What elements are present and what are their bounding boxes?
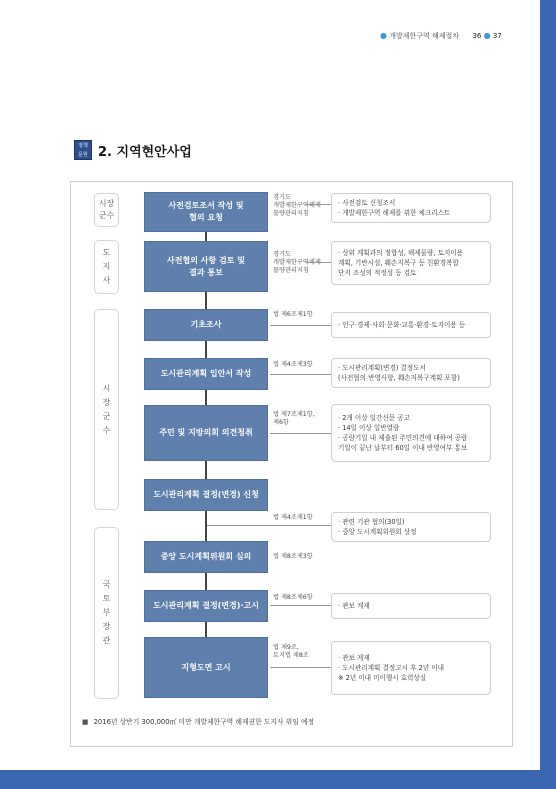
note-line: · 도시관리계획 결정고시 후 2년 이내 [338, 664, 444, 672]
step-label-line: 지형도면 고시 [181, 662, 231, 672]
step-label-line: 사전검토조서 작성 및 [168, 201, 244, 210]
lane-label-line: 토 [102, 594, 111, 603]
lane-city-mayor-1 [94, 193, 119, 227]
note-line: · 관보 게재 [338, 602, 370, 610]
note-line: · 공람기일 내 제출된 주민의견에 대하여 공람 [338, 434, 468, 442]
step-label-line: 사전협의 사항 검토 및 [167, 255, 245, 265]
note-line: · 2개 이상 일간신문 공고 [338, 414, 411, 422]
note-line: · 관보 게재 [338, 654, 370, 662]
note-line: · 중앙 도시계획위원회 상정 [338, 528, 417, 536]
law-reference [273, 644, 309, 660]
leader-line [270, 325, 331, 326]
section-title: 2. 지역현안사업 [98, 144, 192, 160]
lane-city-mayor-2 [94, 309, 119, 510]
law-reference [273, 594, 313, 602]
step-label-line: 주민 및 지방의회 의견청취 [159, 428, 253, 437]
note-line: 기일이 끝난 날부터 60일 이내 반영여부 통보 [338, 444, 468, 452]
section-icon [74, 140, 92, 160]
page-number-right: 37 [492, 32, 502, 40]
step-consultation-review [144, 241, 268, 292]
step-label-line: 협의 요청 [189, 213, 223, 222]
lane-label-line: 사 [102, 276, 111, 285]
step-central-committee [144, 541, 268, 573]
lane-label-line: 장 [102, 397, 111, 407]
law-reference [273, 251, 321, 275]
law-reference [273, 514, 313, 522]
note-line: · 도시관리계획(변경) 결정도서 [338, 364, 426, 372]
square-bullet-icon: ■ [82, 718, 89, 726]
leader-line [270, 433, 331, 434]
section-icon-text-bottom: 문헌 [78, 152, 88, 158]
step-basic-survey [144, 309, 268, 341]
note-box [331, 358, 491, 388]
law-line: 법 제9조, [273, 644, 299, 651]
footnote [82, 716, 314, 726]
lane-label-line: 국 [102, 580, 111, 589]
section-icon-text-top: 정책 [78, 143, 88, 149]
running-header [380, 31, 502, 41]
note-line: · 사전검토 신청조서 [338, 199, 396, 207]
lane-label-line: 부 [102, 608, 111, 617]
note-box [331, 404, 491, 462]
step-label-line: 도시관리계획 결정(변경) 신청 [153, 490, 259, 499]
note-line: · 인구·경제·사회·문화·교통·환경·토지이용 등 [338, 321, 466, 329]
law-line: 제6항 [273, 419, 289, 426]
law-line: 개발제한구역해제 [273, 202, 321, 209]
step-label-line: 기초조사 [190, 320, 222, 329]
note-box [331, 241, 491, 285]
law-line: 물량관리지침 [273, 267, 309, 274]
leader-line [270, 605, 331, 606]
note-line: ※ 2년 이내 미이행시 효력상실 [338, 674, 427, 682]
law-reference [273, 411, 315, 427]
note-line: · 개발제한구역 해제를 위한 체크리스트 [338, 209, 451, 217]
lane-label-line: 시 [102, 383, 111, 393]
chapter-title: 개발제한구역 해제절차 [389, 32, 460, 40]
note-line: 단지 조성의 적정성 등 검토 [338, 269, 417, 277]
step-label-line: 중앙 도시계획위원회 심의 [160, 552, 252, 561]
leader-line [270, 374, 331, 375]
note-box [331, 193, 491, 223]
bullet-dot-icon: ● [380, 31, 387, 40]
lane-minister [94, 527, 119, 699]
lane-label-line: 군수 [98, 211, 115, 220]
law-line: 물량관리지침 [273, 210, 309, 217]
step-decision-notice [144, 590, 268, 622]
law-reference [273, 361, 313, 369]
note-box [331, 641, 491, 695]
footnote-text: 2016년 상반기 300,000㎡ 미만 개발제한구역 해제권한 도지사 위임 예정 [93, 718, 315, 726]
note-box [331, 312, 491, 338]
leader-line [306, 262, 331, 263]
law-line: 법 제6조제1항 [273, 311, 313, 318]
law-line: 법 제4조제3항 [273, 361, 313, 368]
section-heading [74, 140, 192, 160]
step-label-line: 도시관리계획 결정(변경)·고시 [153, 601, 259, 610]
lane-label-line: 관 [102, 636, 111, 645]
law-reference [273, 553, 313, 561]
step-public-hearing [144, 405, 268, 461]
note-line: · 관련 기관 협의(30일) [338, 518, 405, 526]
law-line: 경기도 [273, 194, 291, 201]
lane-label-line: 수 [102, 425, 111, 435]
law-line: 법 제4조제1항 [273, 514, 313, 521]
note-box [331, 593, 491, 619]
law-line: 법 제8조제6항 [273, 594, 313, 601]
leader-line [207, 525, 331, 526]
lane-label-line: 군 [102, 411, 111, 421]
page-separator-dot-icon: ● [483, 31, 491, 40]
page-number-left: 36 [472, 32, 482, 40]
lane-label-line: 지 [102, 262, 111, 271]
step-plan-drafting [144, 358, 268, 390]
step-preliminary-review [144, 192, 268, 232]
note-line: · 상위 계획과의 정합성, 해제물량, 토지이용 [338, 249, 464, 257]
note-line: · 14일 이상 일반열람 [338, 424, 400, 432]
lane-label-line: 장 [102, 622, 111, 631]
law-reference [273, 194, 321, 218]
note-line: (사전협의 반영사항, 훼손지복구계획 포함) [338, 374, 460, 382]
law-line: 경기도 [273, 251, 291, 258]
step-decision-request [144, 479, 268, 511]
lane-label-line: 도 [102, 248, 111, 257]
law-line: 법 제7조제1항, [273, 411, 315, 418]
step-label-line: 도시관리계획 입안서 작성 [160, 369, 252, 378]
law-line: 토지법 제8조 [273, 652, 309, 659]
lane-label-line: 시장 [98, 199, 115, 208]
step-label-line: 결과 통보 [189, 267, 223, 277]
law-line: 법 제8조제3항 [273, 553, 313, 560]
law-line: 개발제한구역해제 [273, 259, 321, 266]
leader-line [306, 204, 331, 205]
note-box [331, 512, 491, 542]
law-reference [273, 311, 313, 319]
note-line: 계획, 기반시설, 훼손지복구 등 친환경복합 [338, 259, 459, 267]
leader-line [270, 667, 331, 668]
step-topographic-notice [144, 637, 268, 698]
lane-governor [94, 240, 119, 294]
